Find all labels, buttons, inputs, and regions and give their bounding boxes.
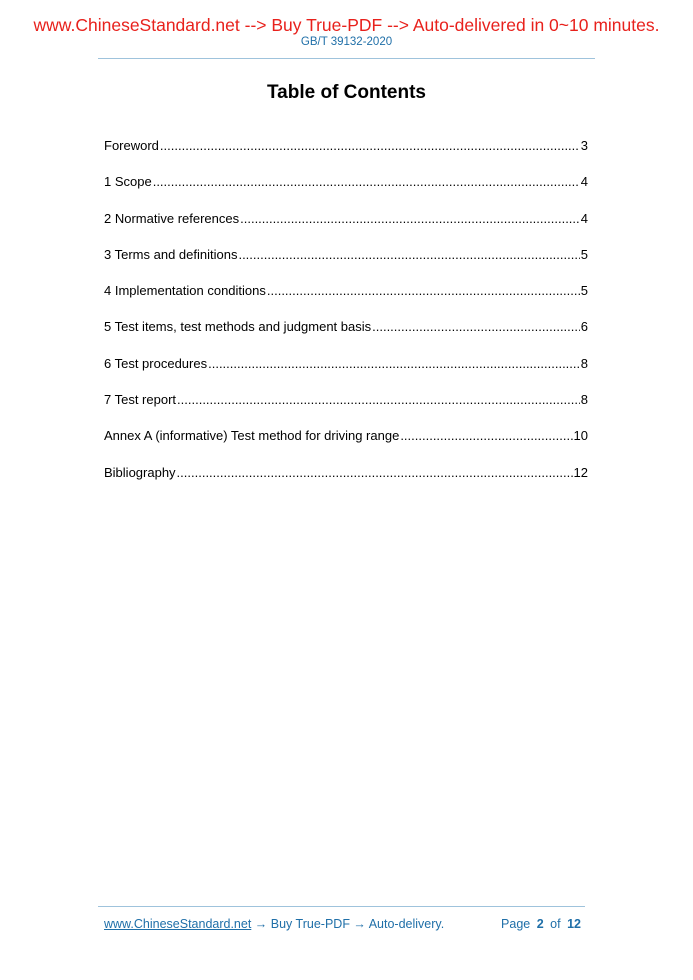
toc-entry-label: 5 Test items, test methods and judgment basis [104,319,372,335]
footer-divider [98,906,585,907]
toc-entry-page: 6 [580,319,588,335]
toc-entry-bibliography[interactable] [104,464,588,500]
toc-entry-implementation-conditions[interactable] [104,282,588,318]
table-of-contents [104,137,588,500]
toc-entry-test-procedures[interactable] [104,355,588,391]
toc-entry-normative-references[interactable] [104,210,588,246]
toc-dot-leader [400,427,572,445]
toc-entry-page: 10 [573,428,588,444]
toc-dot-leader [177,391,580,409]
toc-dot-leader [177,464,573,482]
document-code: GB/T 39132-2020 [300,36,393,48]
toc-entry-label: 1 Scope [104,174,152,190]
toc-entry-annex-a[interactable] [104,427,588,463]
page-title: Table of Contents [266,82,427,103]
toc-entry-page: 5 [580,283,588,299]
toc-dot-leader [267,282,580,300]
page-indicator [501,916,584,932]
toc-entry-scope[interactable] [104,173,588,209]
toc-entry-terms-and-definitions[interactable] [104,246,588,282]
toc-entry-label: 4 Implementation conditions [104,283,266,299]
toc-entry-test-report[interactable] [104,391,588,427]
toc-entry-page: 5 [580,246,588,262]
toc-entry-page: 3 [580,138,588,153]
toc-entry-label: 6 Test procedures [104,355,208,371]
toc-entry-label: 3 Terms and definitions [104,246,238,262]
footer-tagline: → Buy True-PDF → Auto-delivery. [254,917,445,931]
promo-banner-link[interactable]: www.ChineseStandard.net --> Buy True-PDF --> Auto-delivered in 0~10 minutes. [33,15,660,35]
page-label: Page [501,917,531,931]
toc-dot-leader [240,210,580,228]
toc-dot-leader [238,246,579,264]
toc-dot-leader [160,137,580,155]
toc-dot-leader [153,173,580,191]
toc-dot-leader [208,355,580,373]
footer-site-link[interactable]: www.ChineseStandard.net [104,917,252,931]
toc-entry-page: 8 [580,355,588,371]
page-of-label: of [550,917,561,931]
toc-entry-page: 12 [573,464,588,480]
toc-entry-label: Annex A (informative) Test method for driving range [104,428,400,444]
total-page-number: 12 [567,917,581,931]
toc-entry-label: Foreword [104,138,159,153]
toc-entry-label: Bibliography [104,464,176,480]
toc-entry-foreword[interactable] [104,137,588,173]
page-footer [104,916,584,932]
header-divider [98,58,595,59]
toc-entry-page: 8 [580,392,588,408]
toc-entry-label: 2 Normative references [104,210,240,226]
current-page-number: 2 [536,917,544,931]
toc-entry-label: 7 Test report [104,392,177,408]
toc-entry-test-items[interactable] [104,318,588,354]
toc-entry-page: 4 [580,210,588,226]
toc-entry-page: 4 [580,174,588,190]
toc-dot-leader [372,318,580,336]
